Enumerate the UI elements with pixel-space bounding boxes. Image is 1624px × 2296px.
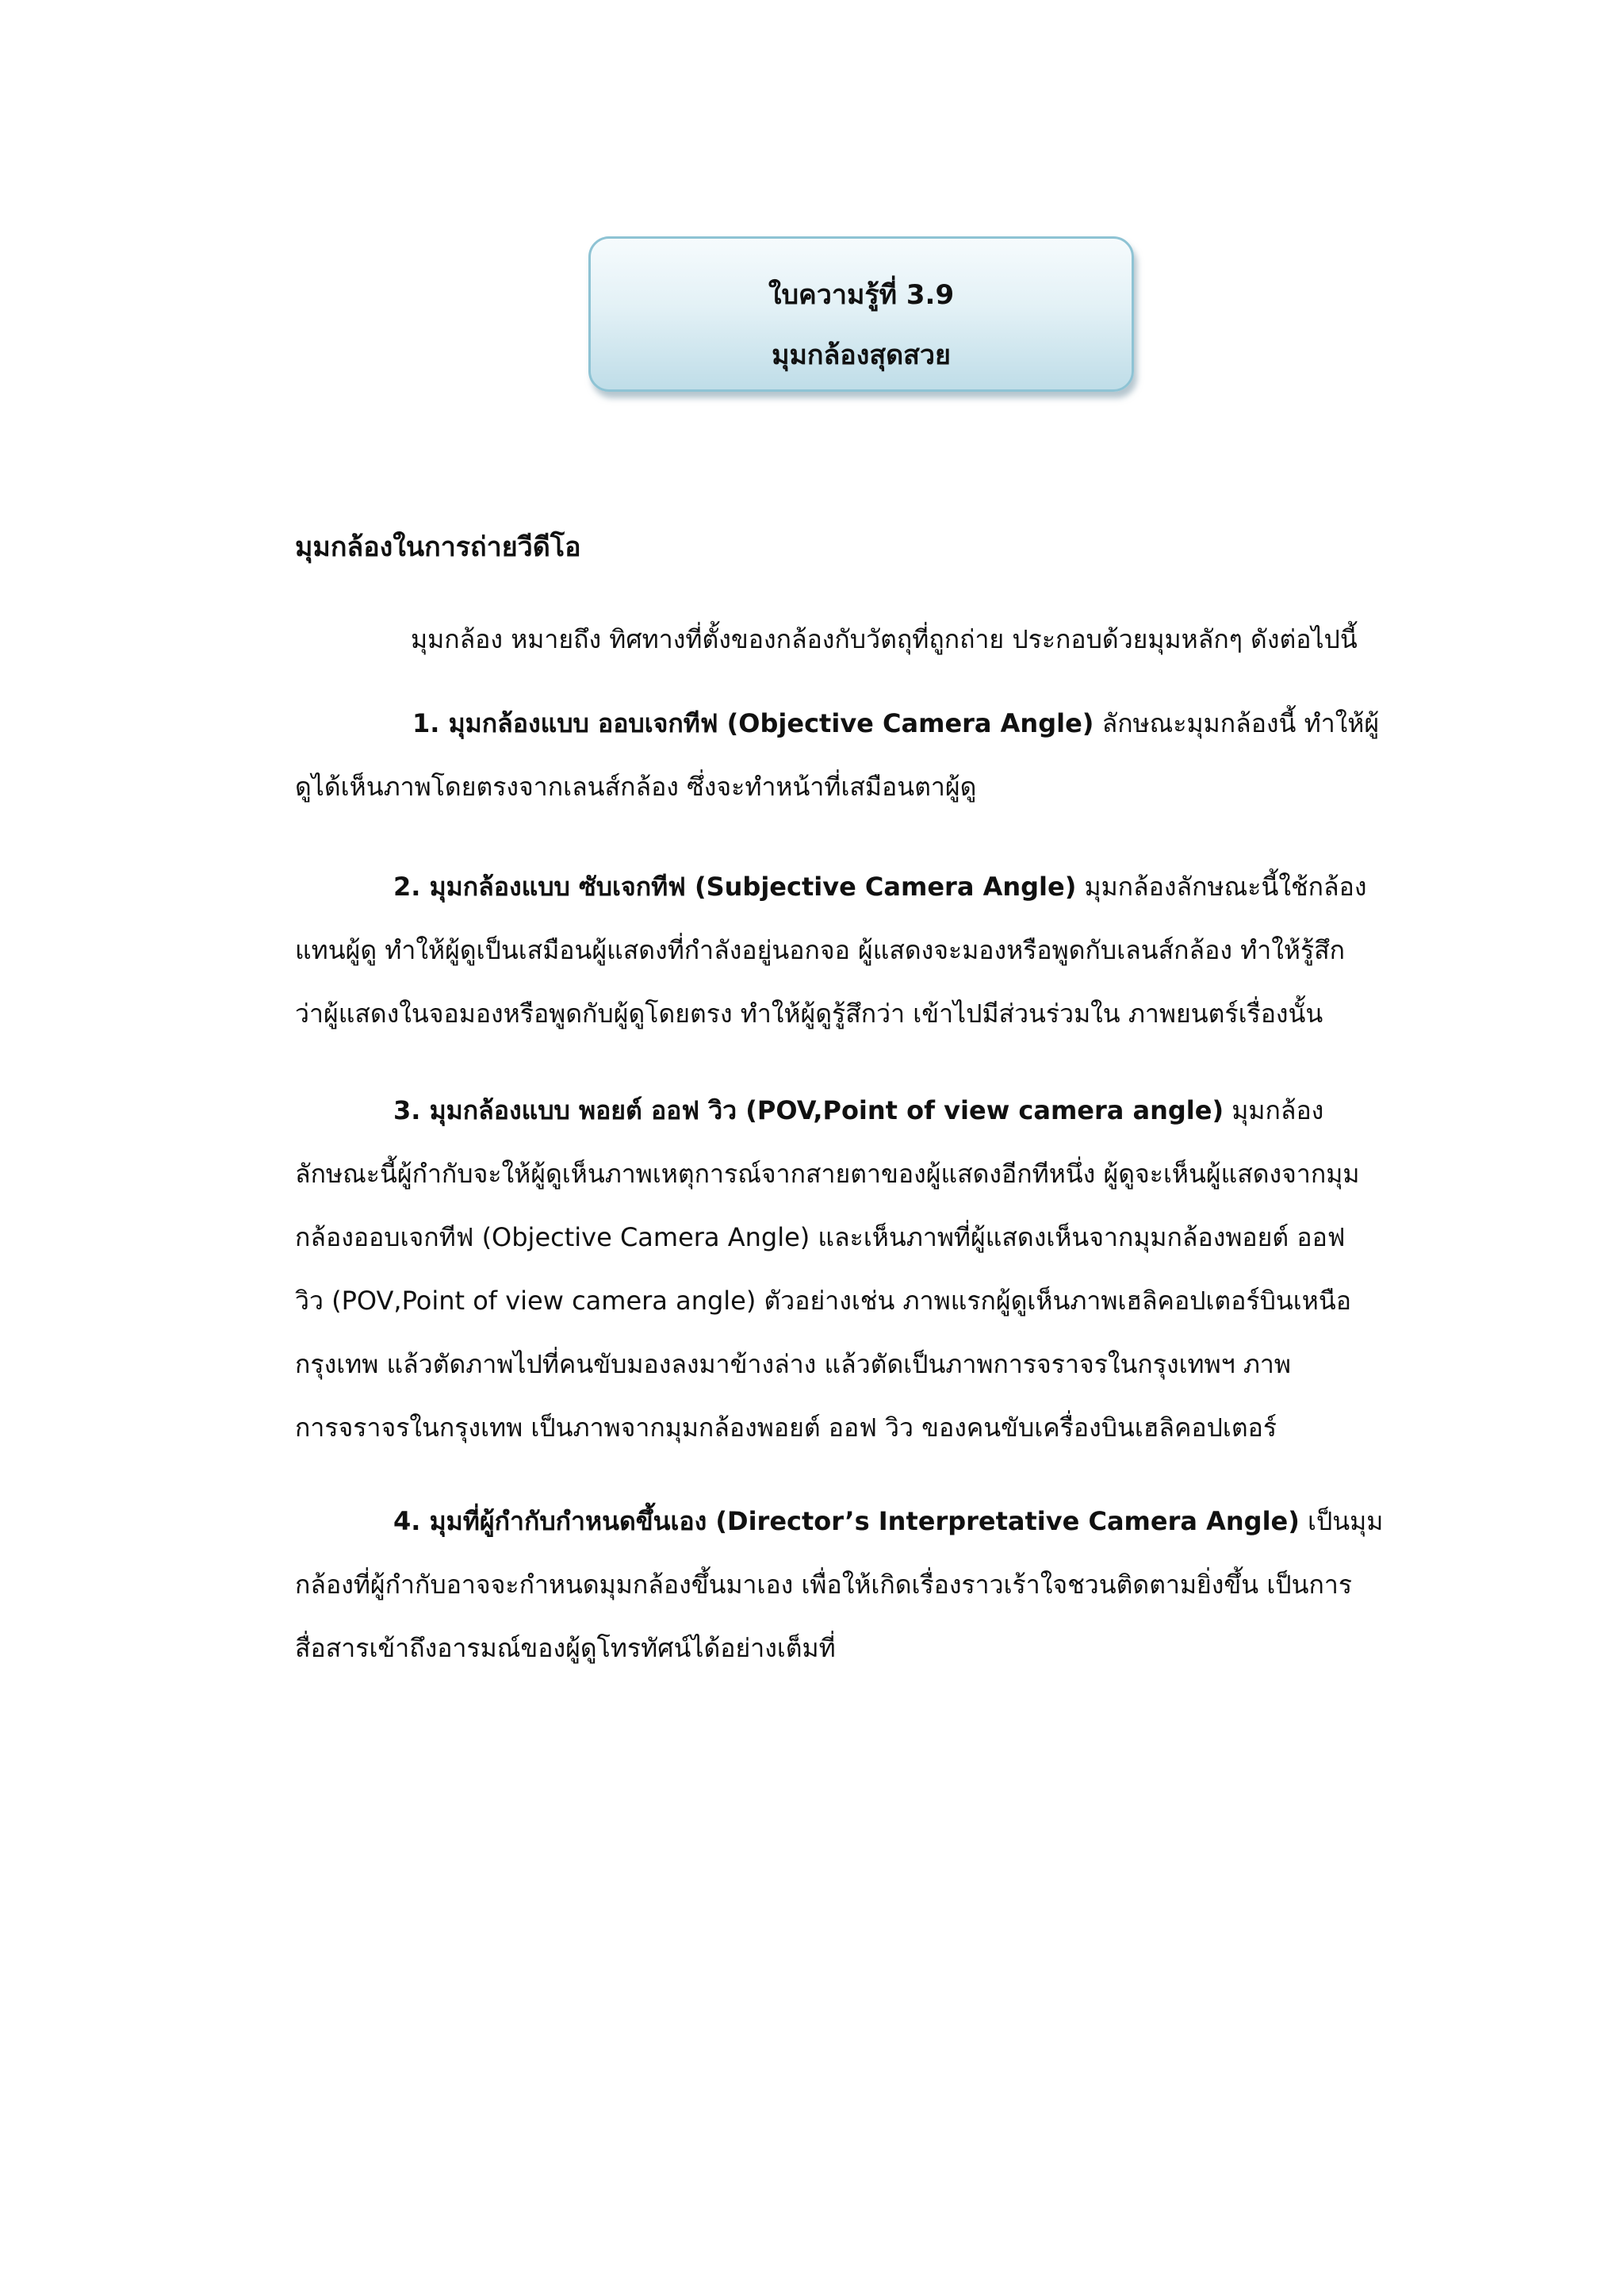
section-heading: มุมกล้องในการถ่ายวีดีโอ [295, 531, 581, 563]
item-2-line-3: ว่าผู้แสดงในจอมองหรือพูดกับผู้ดูโดยตรง ทำให้ผู้ดูรู้สึกว่า เข้าไปมีส่วนร่วมใน ภาพยนตร์เรื่องนั้น [295, 999, 1323, 1029]
item-3-line-2: ลักษณะนี้ผู้กำกับจะให้ผู้ดูเห็นภาพเหตุการณ์จากสายตาของผู้แสดงอีกทีหนึ่ง ผู้ดูจะเห็นผู้แสดงจากมุม [295, 1159, 1360, 1189]
item-2-line-1-rest: มุมกล้องลักษณะนี้ใช้กล้อง [1076, 872, 1367, 902]
item-1-heading: 1. มุมกล้องแบบ ออบเจกทีฟ (Objective Camera Angle) [412, 708, 1094, 738]
item-3-line-5: กรุงเทพ แล้วตัดภาพไปที่คนขับมองลงมาข้างล่าง แล้วตัดเป็นภาพการจราจรในกรุงเทพฯ ภาพ [295, 1349, 1291, 1379]
worksheet-number: ใบความรู้ที่ 3.9 [768, 279, 955, 311]
item-4-line-1-rest: เป็นมุม [1299, 1506, 1384, 1536]
worksheet-title: มุมกล้องสุดสวย [772, 339, 951, 371]
item-3-line-3: กล้องออบเจกทีฟ (Objective Camera Angle) และเห็นภาพที่ผู้แสดงเห็นจากมุมกล้องพอยต์ ออฟ [295, 1222, 1346, 1252]
item-3-line-4: วิว (POV,Point of view camera angle) ตัวอย่างเช่น ภาพแรกผู้ดูเห็นภาพเฮลิคอปเตอร์บินเหนือ [295, 1286, 1351, 1316]
item-3-heading: 3. มุมกล้องแบบ พอยต์ ออฟ วิว (POV,Point of view camera angle) [393, 1095, 1224, 1125]
item-2-heading: 2. มุมกล้องแบบ ซับเจกทีฟ (Subjective Camera Angle) [393, 872, 1077, 902]
item-3-line-1-rest: มุมกล้อง [1224, 1095, 1324, 1125]
item-1-line-1-rest: ลักษณะมุมกล้องนี้ ทำให้ผู้ [1094, 708, 1380, 738]
item-4-line-1 [393, 1508, 1383, 1534]
item-4-heading: 4. มุมที่ผู้กำกับกำหนดขึ้นเอง (Director’s Interpretative Camera Angle) [393, 1506, 1300, 1536]
item-2-line-1 [393, 872, 1367, 902]
intro-text: มุมกล้อง หมายถึง ทิศทางที่ตั้งของกล้องกับวัตถุที่ถูกถ่าย ประกอบด้วยมุมหลักๆ ดังต่อไปนี้ [411, 624, 1358, 654]
item-3-line-6: การจราจรในกรุงเทพ เป็นภาพจากมุมกล้องพอยต์ ออฟ วิว ของคนขับเครื่องบินเฮลิคอปเตอร์ [295, 1412, 1277, 1443]
item-2-line-2: แทนผู้ดู ทำให้ผู้ดูเป็นเสมือนผู้แสดงที่กำลังอยู่นอกจอ ผู้แสดงจะมองหรือพูดกับเลนส์กล้อง ทำให้รู้สึก [295, 935, 1346, 965]
item-4-line-3: สื่อสารเข้าถึงอารมณ์ของผู้ดูโทรทัศน์ได้อย่างเต็มที่ [295, 1633, 836, 1663]
title-box [588, 236, 1134, 392]
item-1-line-2: ดูได้เห็นภาพโดยตรงจากเลนส์กล้อง ซึ่งจะทำหน้าที่เสมือนตาผู้ดู [295, 772, 977, 802]
item-3-line-1 [393, 1095, 1324, 1125]
item-1-line-1 [412, 708, 1380, 738]
item-4-line-2: กล้องที่ผู้กำกับอาจจะกำหนดมุมกล้องขึ้นมาเอง เพื่อให้เกิดเรื่องราวเร้าใจชวนติดตามยิ่งขึ้น เป็นการ [295, 1570, 1352, 1600]
